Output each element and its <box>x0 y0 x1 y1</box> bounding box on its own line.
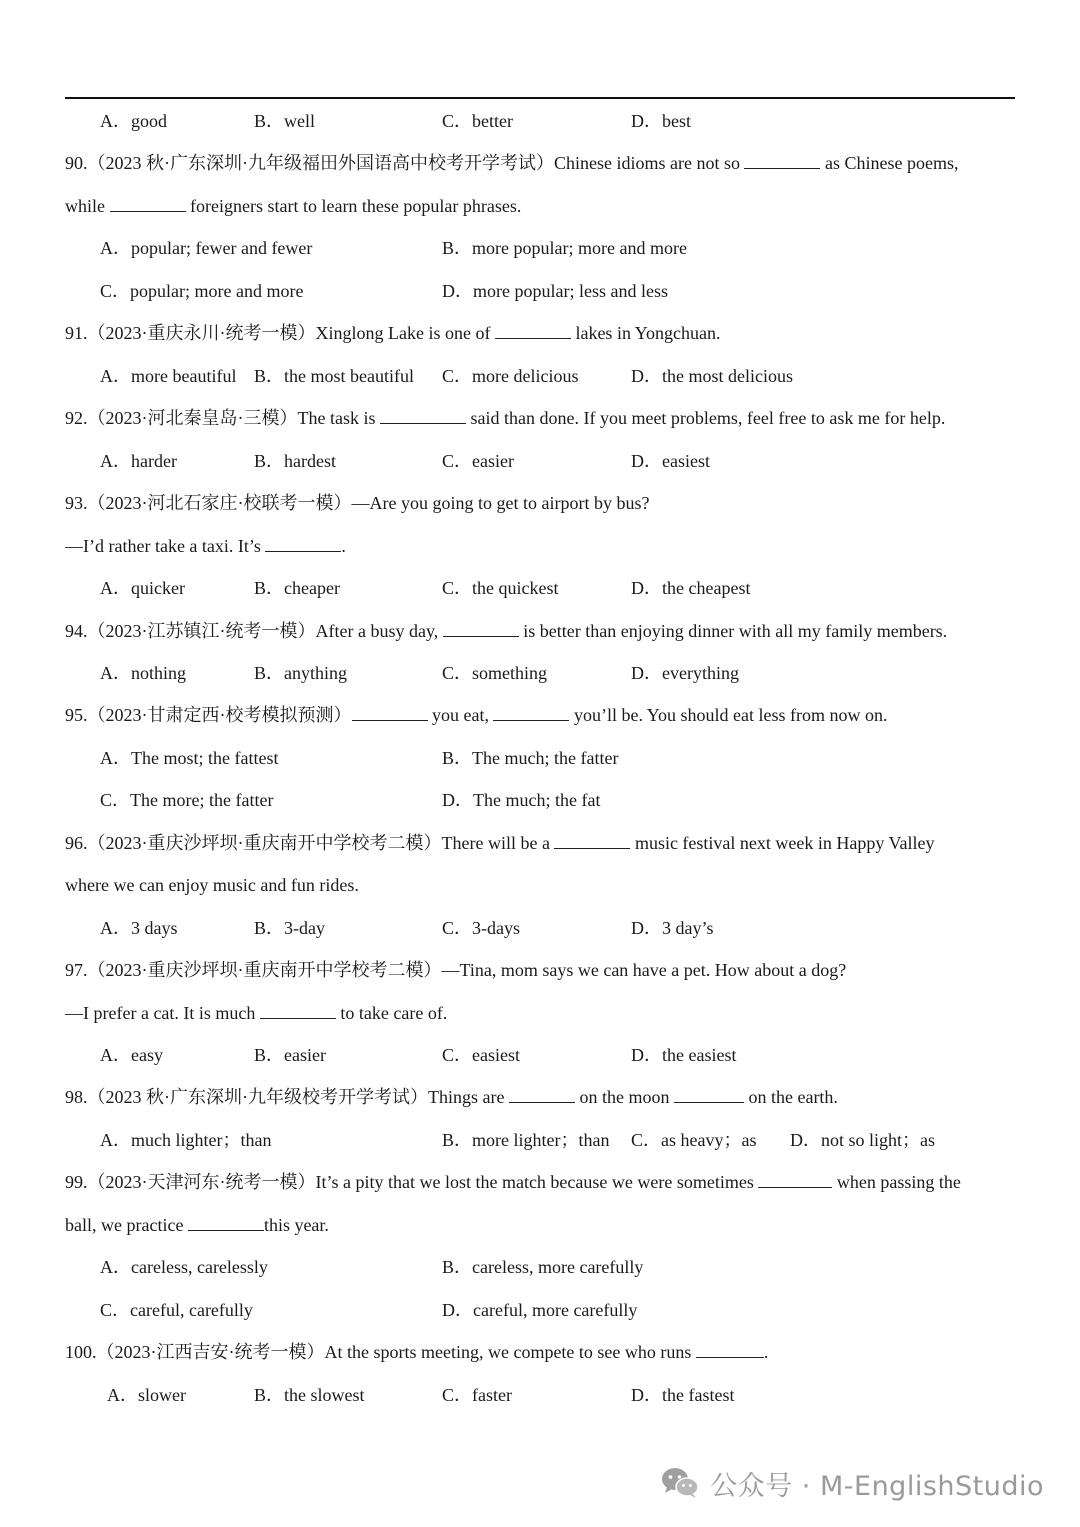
question-stem <box>65 1341 768 1363</box>
option-b: B．3-day <box>254 918 325 938</box>
option-c: C．careful, carefully <box>100 1300 253 1320</box>
option-d: D．careful, more carefully <box>442 1300 638 1320</box>
option-c: C．the quickest <box>442 578 559 598</box>
answer-blank <box>554 832 630 849</box>
option-c: C．faster <box>442 1385 512 1405</box>
stem-text: lakes in Yongchuan. <box>570 323 721 343</box>
question-stem <box>65 407 945 429</box>
question-stem-cont <box>65 535 346 557</box>
stem-text: you eat, <box>427 705 494 725</box>
option-a: A．good <box>100 111 167 131</box>
stem-text: foreigners start to learn these popular phrases. <box>185 196 522 216</box>
stem-text: 99.（2023·天津河东·统考一模）It’s a pity that we lost the match because we were sometimes <box>65 1172 759 1192</box>
stem-text: 95.（2023·甘肃定西·校考模拟预测） <box>65 705 352 725</box>
option-b: B．anything <box>254 663 347 683</box>
option-c: C．better <box>442 111 513 131</box>
question-stem-cont <box>65 195 521 217</box>
option-a: A．nothing <box>100 663 187 683</box>
answer-blank <box>744 152 820 169</box>
question-stem: 93.（2023·河北石家庄·校联考一模）—Are you going to get to airport by bus? <box>65 493 650 513</box>
option-c: C．something <box>442 663 548 683</box>
answer-blank <box>260 1002 336 1019</box>
stem-text: this year. <box>263 1215 329 1235</box>
watermark-text: 公众号 · M-EnglishStudio <box>710 1470 1044 1502</box>
stem-text: —I’d rather take a taxi. It’s <box>65 536 266 556</box>
option-b: B．the slowest <box>254 1385 365 1405</box>
option-b: B．the most beautiful <box>254 366 414 386</box>
question-stem <box>65 1171 961 1193</box>
stem-text: 100.（2023·江西吉安·统考一模）At the sports meeting, we compete to see who runs <box>65 1342 696 1362</box>
watermark <box>660 1463 1044 1503</box>
option-c: C．as heavy；as <box>631 1130 757 1150</box>
question-stem <box>65 704 887 726</box>
option-b: B．well <box>254 111 315 131</box>
stem-text: —I prefer a cat. It is much <box>65 1003 260 1023</box>
stem-text: you’ll be. You should eat less from now on. <box>569 705 888 725</box>
option-d: D．easiest <box>631 451 710 471</box>
option-d: D．The much; the fat <box>442 790 601 810</box>
stem-text: . <box>341 536 346 556</box>
question-stem-cont: where we can enjoy music and fun rides. <box>65 875 359 895</box>
option-a: A．much lighter；than <box>100 1130 272 1150</box>
option-d: D．3 day’s <box>631 918 714 938</box>
option-c: C．3-days <box>442 918 520 938</box>
answer-blank <box>674 1086 744 1103</box>
option-c: C．more delicious <box>442 366 579 386</box>
stem-text: 91.（2023·重庆永川·统考一模）Xinglong Lake is one of <box>65 323 495 343</box>
option-d: D．the cheapest <box>631 578 751 598</box>
answer-blank <box>188 1214 264 1231</box>
option-d: D．everything <box>631 663 739 683</box>
stem-text: music festival next week in Happy Valley <box>630 833 935 853</box>
stem-text: said than done. If you meet problems, feel free to ask me for help. <box>465 408 946 428</box>
answer-blank <box>696 1341 764 1358</box>
option-a: A．3 days <box>100 918 178 938</box>
stem-text: to take care of. <box>335 1003 448 1023</box>
question-stem <box>65 152 958 174</box>
question-stem <box>65 322 720 344</box>
option-d: D．the most delicious <box>631 366 793 386</box>
stem-text: 98.（2023 秋·广东深圳·九年级校考开学考试）Things are <box>65 1087 509 1107</box>
question-stem <box>65 832 935 854</box>
stem-text: while <box>65 196 110 216</box>
option-a: A．popular; fewer and fewer <box>100 238 313 258</box>
answer-blank <box>758 1171 832 1188</box>
answer-blank <box>380 407 466 424</box>
stem-text: on the moon <box>574 1087 674 1107</box>
option-b: B．hardest <box>254 451 336 471</box>
stem-text: 92.（2023·河北秦皇岛·三模）The task is <box>65 408 380 428</box>
question-stem <box>65 620 947 642</box>
question-stem: 97.（2023·重庆沙坪坝·重庆南开中学校考二模）—Tina, mom says we can have a pet. How about a dog? <box>65 960 847 980</box>
header-rule <box>65 97 1015 99</box>
answer-blank <box>509 1086 575 1103</box>
option-a: A．careless, carelessly <box>100 1257 268 1277</box>
option-c: C．popular; more and more <box>100 281 304 301</box>
option-a: A．harder <box>100 451 177 471</box>
option-a: A．The most; the fattest <box>100 748 279 768</box>
stem-text: as Chinese poems, <box>820 153 959 173</box>
answer-blank <box>110 195 186 212</box>
stem-text: 96.（2023·重庆沙坪坝·重庆南开中学校考二模）There will be a <box>65 833 555 853</box>
option-c: C．easiest <box>442 1045 520 1065</box>
option-d: D．the fastest <box>631 1385 735 1405</box>
option-d: D．more popular; less and less <box>442 281 668 301</box>
answer-blank <box>493 704 569 721</box>
option-d: D．the easiest <box>631 1045 737 1065</box>
option-d: D．best <box>631 111 691 131</box>
option-c: C．The more; the fatter <box>100 790 274 810</box>
answer-blank <box>443 620 519 637</box>
stem-text: ball, we practice <box>65 1215 188 1235</box>
stem-text: when passing the <box>832 1172 961 1192</box>
option-b: B．The much; the fatter <box>442 748 619 768</box>
option-b: B．more popular; more and more <box>442 238 687 258</box>
stem-text: 90.（2023 秋·广东深圳·九年级福田外国语高中校考开学考试）Chinese idioms are not so <box>65 153 745 173</box>
stem-text: . <box>763 1342 769 1362</box>
option-d: D．not so light；as <box>790 1130 936 1150</box>
option-a: A．easy <box>100 1045 163 1065</box>
option-c: C．easier <box>442 451 514 471</box>
stem-text: on the earth. <box>743 1087 838 1107</box>
question-stem <box>65 1086 838 1108</box>
answer-blank <box>352 704 428 721</box>
option-b: B．more lighter；than <box>442 1130 610 1150</box>
option-a: A．more beautiful <box>100 366 237 386</box>
option-a: A．slower <box>107 1385 186 1405</box>
answer-blank <box>495 322 571 339</box>
option-b: B．easier <box>254 1045 326 1065</box>
wechat-icon <box>660 1466 700 1500</box>
answer-blank <box>265 535 341 552</box>
question-stem-cont <box>65 1002 447 1024</box>
stem-text: 94.（2023·江苏镇江·统考一模）After a busy day, <box>65 621 443 641</box>
option-a: A．quicker <box>100 578 185 598</box>
stem-text: is better than enjoying dinner with all my family members. <box>518 621 948 641</box>
option-b: B．careless, more carefully <box>442 1257 644 1277</box>
option-b: B．cheaper <box>254 578 340 598</box>
question-stem-cont <box>65 1214 329 1236</box>
